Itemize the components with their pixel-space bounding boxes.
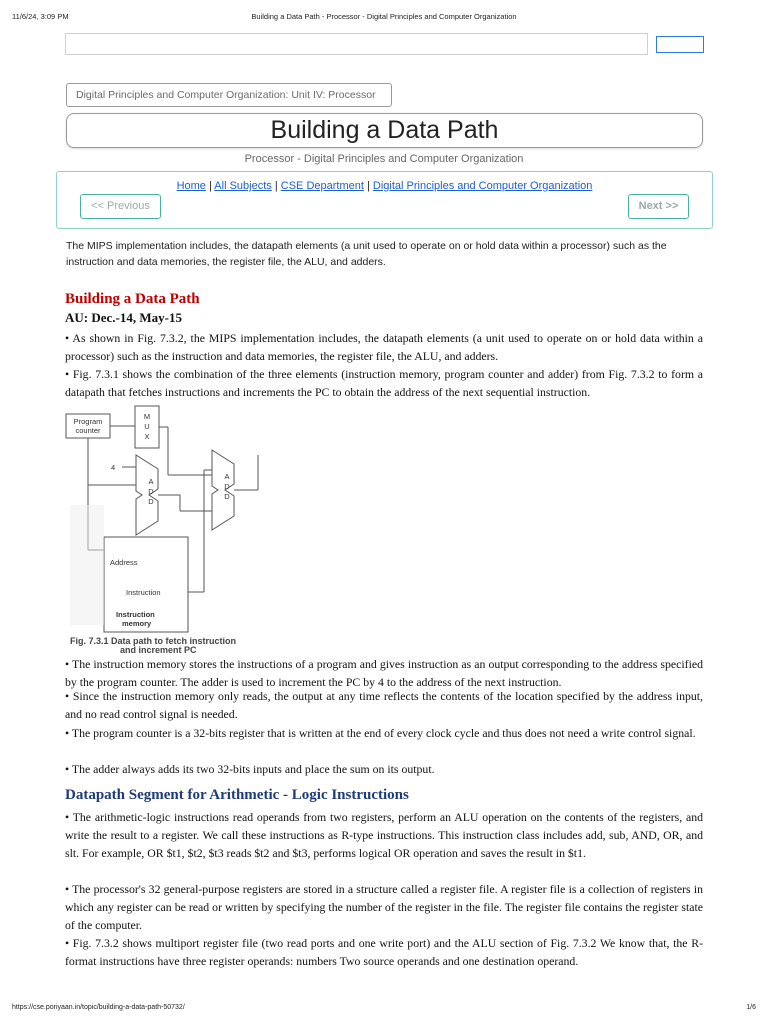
figure-caption: and increment PC xyxy=(120,645,197,655)
label-four: 4 xyxy=(111,463,116,472)
print-url: https://cse.poriyaan.in/topic/building-a-data-path-50732/ xyxy=(12,1004,185,1011)
next-button[interactable]: Next >> xyxy=(628,194,689,219)
label-counter: counter xyxy=(75,426,101,435)
label-mux-x: X xyxy=(144,432,150,441)
label-address: Address xyxy=(110,558,138,567)
print-title: Building a Data Path - Processor - Digital Principles and Computer Organization xyxy=(251,12,517,21)
nav-separator: | xyxy=(208,180,212,192)
label-add1-d: D xyxy=(148,487,154,496)
intro-paragraph: The MIPS implementation includes, the datapath elements (a unit used to operate on or hold data within a processor) such as the instruction and data memories, the register file, the ALU, and adders. xyxy=(66,240,667,268)
paragraph: • Since the instruction memory only reads, the output at any time reflects the contents of the location specified by the address input, and no read control signal is needed. xyxy=(65,689,703,722)
paragraph: • The program counter is a 32-bits register that is written at the end of every clock cycle and thus does not need a write control signal. xyxy=(65,726,696,740)
page-subtitle: Processor - Digital Principles and Computer Organization xyxy=(244,153,524,165)
section-heading: Datapath Segment for Arithmetic - Logic Instructions xyxy=(65,787,409,803)
search-button[interactable] xyxy=(656,36,704,53)
page-title: Building a Data Path xyxy=(66,113,703,148)
paragraph: • The arithmetic-logic instructions read operands from two registers, perform an ALU operation on the contents of the registers, and write the result to a register. We call these instructions as R-type instructions. This instruction class includes add, sub, AND, OR, and slt. For example, OR $t1, $t2, $t3 reads $t2 and $t3, performs logical OR operation and saves the result in $t1. xyxy=(65,810,703,861)
nav-link-cse-department[interactable]: CSE Department xyxy=(280,180,364,192)
label-memory: memory xyxy=(122,619,152,628)
print-datetime: 11/6/24, 3:09 PM xyxy=(12,12,69,21)
paragraph: • Fig. 7.3.2 shows multiport register file (two read ports and one write port) and the ALU section of Fig. 7.3.2 We know that, the R-format instructions have three register operands: numbers Two source operands and one destination operand. xyxy=(65,936,703,969)
paragraph: • The instruction memory stores the instructions of a program and gives instruction as an output corresponding to the address specified by the program counter. The adder is used to increment the PC by 4 to the address of the next instruction. xyxy=(65,657,703,690)
datapath-figure xyxy=(62,405,272,655)
paragraph: • The processor's 32 general-purpose registers are stored in a structure called a register file. A register file is a collection of registers in which any register can be read or written by specifying the number of the register in the file. The register file contains the register state of the computer. xyxy=(65,882,703,933)
paragraph: • The adder always adds its two 32-bits inputs and place the sum on its output. xyxy=(65,762,435,776)
nav-separator: | xyxy=(366,180,370,192)
label-add1-a: A xyxy=(148,477,154,486)
paragraph: • As shown in Fig. 7.3.2, the MIPS implementation includes, the datapath elements (a unit used to operate on or hold data within a processor) such as the instruction and data memories, the register file, the ALU, and adders. xyxy=(65,331,703,364)
label-mux-m: M xyxy=(143,412,151,421)
exam-reference: AU: Dec.-14, May-15 xyxy=(65,310,182,325)
nav-link-course[interactable]: Digital Principles and Computer Organization xyxy=(372,180,593,192)
breadcrumb[interactable]: Digital Principles and Computer Organization: Unit IV: Processor xyxy=(66,83,392,107)
previous-button[interactable]: << Previous xyxy=(80,194,161,219)
nav-separator: | xyxy=(274,180,278,192)
section-heading: Building a Data Path xyxy=(65,291,200,307)
label-mux-u: U xyxy=(144,422,150,431)
label-instruction: Instruction xyxy=(126,588,161,597)
figure-caption: Fig. 7.3.1 Data path to fetch instruction xyxy=(70,636,237,646)
print-page-number: 1/6 xyxy=(746,1004,756,1011)
nav-link-home[interactable]: Home xyxy=(176,180,206,192)
paragraph: • Fig. 7.3.1 shows the combination of the three elements (instruction memory, program counter and adder) from Fig. 7.3.2 to form a datapath that fetches instructions and increments the PC to obtain the address of the next sequential instruction. xyxy=(65,367,703,400)
label-add2-d: D xyxy=(224,492,230,501)
navigation-panel xyxy=(56,171,713,229)
nav-link-all-subjects[interactable]: All Subjects xyxy=(214,180,272,192)
label-program: Program xyxy=(73,417,103,426)
nav-links xyxy=(57,180,712,192)
label-add2-d: D xyxy=(224,482,230,491)
print-header xyxy=(0,12,768,24)
scan-shade xyxy=(70,505,104,625)
adder-2-shape xyxy=(212,450,234,530)
label-add2-a: A xyxy=(224,472,230,481)
search-input[interactable] xyxy=(65,33,648,55)
label-instruction-memory: Instruction xyxy=(116,610,155,619)
adder-1-shape xyxy=(136,455,158,535)
label-add1-d: D xyxy=(148,497,154,506)
